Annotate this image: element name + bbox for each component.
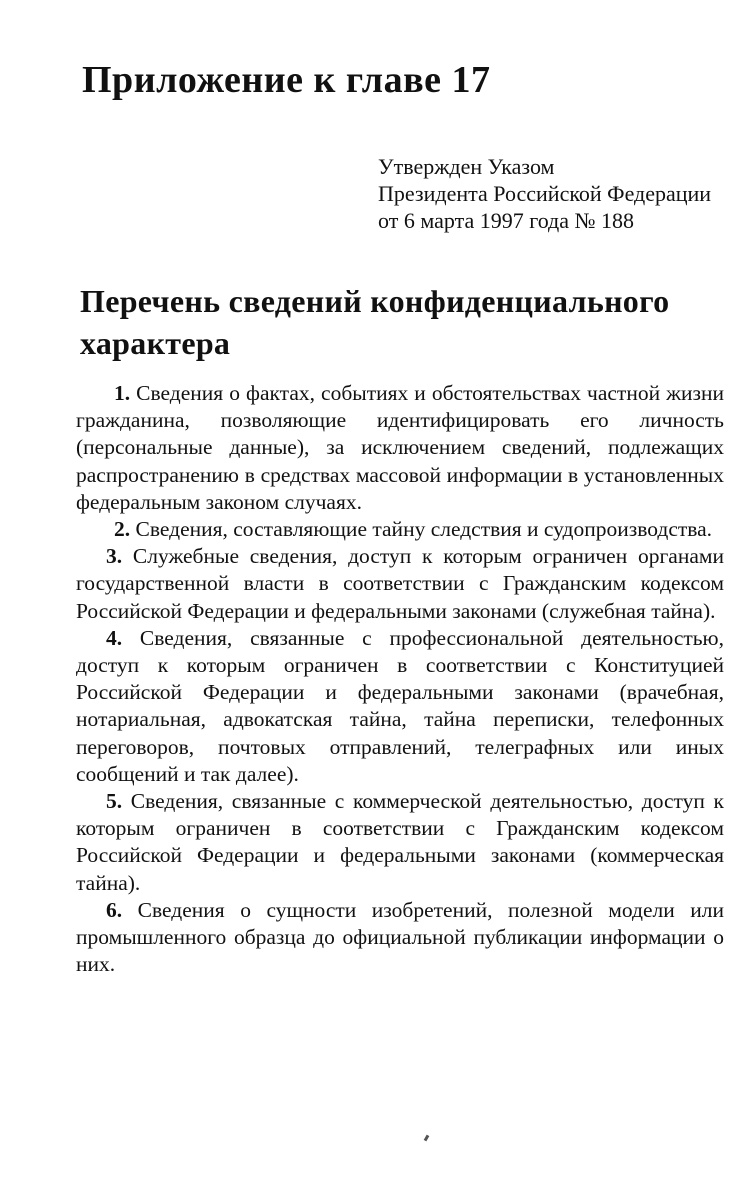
list-item [76, 625, 724, 788]
item-text: Служебные сведения, доступ к которым ограничен органами государственной власти в соответствии с Гражданским кодексом Российской Федерации и федеральными законами (служебная тайна). [76, 544, 725, 623]
item-number: 4. [106, 625, 123, 650]
item-text: Сведения, составляющие тайну следствия и судопроизводства. [135, 517, 713, 542]
approval-line-2: Президента Российской Федерации [378, 181, 712, 206]
scan-speck [424, 1135, 430, 1142]
list-item [76, 543, 724, 625]
list-item [76, 897, 724, 979]
approval-line-1: Утвержден Указом [378, 154, 555, 179]
list-item [76, 788, 724, 897]
item-number: 2. [114, 517, 131, 542]
item-text: Сведения, связанные с профессиональной деятельностью, доступ к которым ограничен в соответствии с Конституцией Российской Федерации и федеральными законами (врачебная, нотариальная, адвокатская тайна, тайна переписки, телефонных переговоров, почтовых отправлений, телеграфных или иных сообщений и так далее). [76, 625, 724, 786]
item-number: 3. [106, 544, 123, 569]
item-text: Сведения о фактах, событиях и обстоятельствах частной жизни гражданина, позволяющие идентифицировать его личность (персональные данные), за исключением сведений, подлежащих распространению в средствах массовой информации в установленных федеральным законом случаях. [76, 381, 724, 514]
approval-line-3: от 6 марта 1997 года № 188 [378, 208, 635, 233]
item-text: Сведения о сущности изобретений, полезной модели или промышленного образца до официальной публикации информации о них. [76, 897, 725, 977]
item-number: 1. [114, 381, 131, 405]
list-item [76, 516, 724, 543]
item-number: 5. [106, 789, 123, 814]
document-title: Перечень сведений конфиденциального характера [80, 283, 670, 361]
item-text: Сведения, связанные с коммерческой деятельностью, доступ к которым ограничен в соответствии с Гражданским кодексом Российской Федерации и федеральными законами (коммерческая тайна). [76, 789, 725, 895]
items-list [76, 380, 724, 978]
list-item [76, 380, 724, 516]
chapter-title: Приложение к главе 17 [82, 59, 491, 101]
approval-block [378, 153, 711, 234]
item-number: 6. [106, 897, 123, 922]
